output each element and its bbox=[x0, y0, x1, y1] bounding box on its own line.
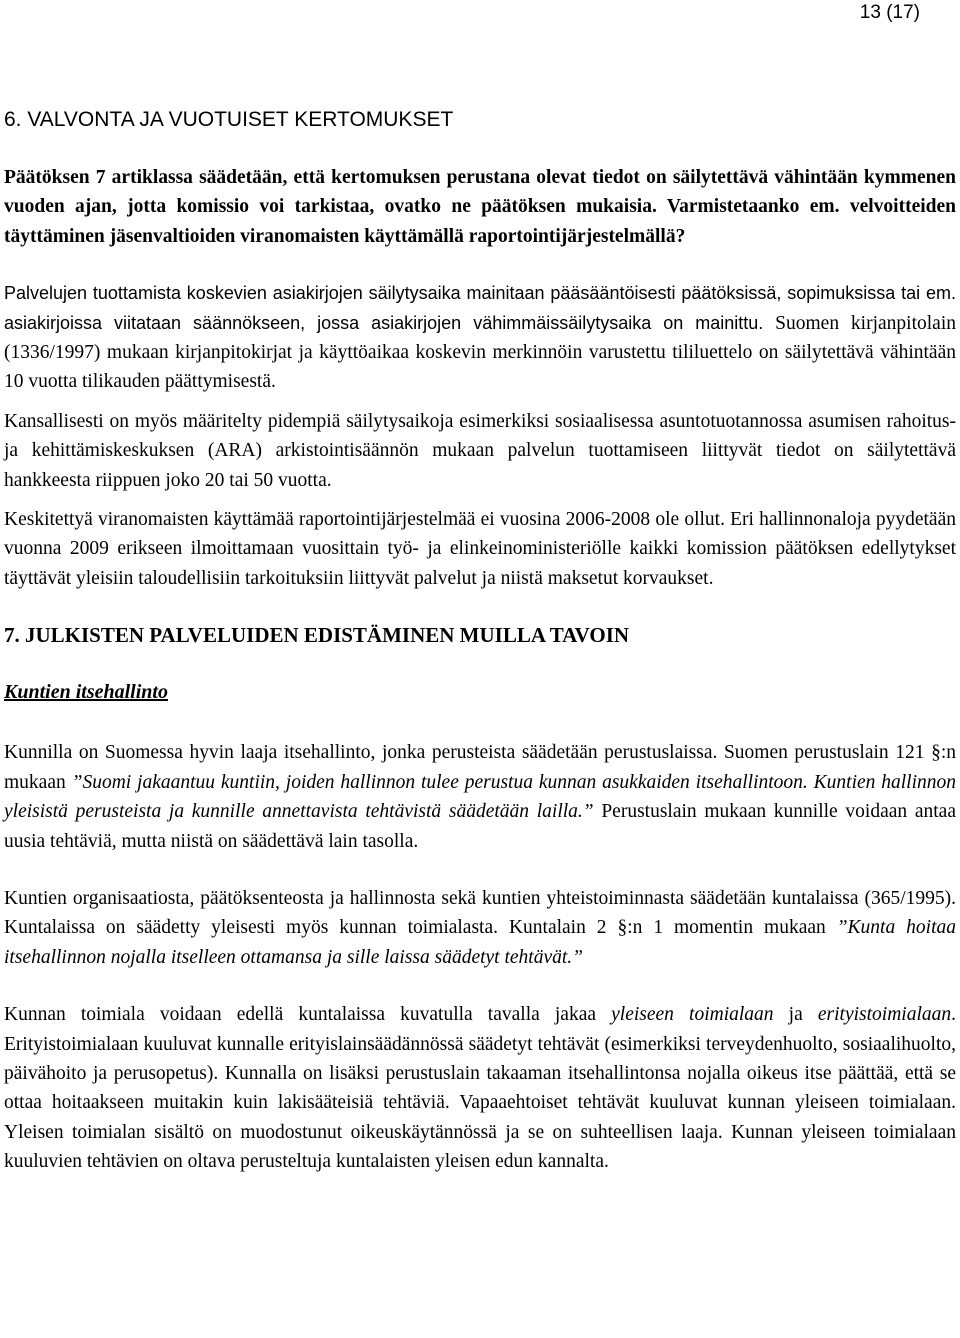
section-7-paragraph-3 bbox=[4, 1000, 956, 1176]
constitution-outro: Perustuslain mukaan kunnille voidaan antaa uusia tehtäviä, mutta niistä on säädettävä lain tasolla. bbox=[4, 801, 956, 852]
toimiala-intro: Kunnan toimiala voidaan edellä kuntalaissa kuvatulla tavalla jakaa bbox=[4, 1004, 612, 1026]
section-6-heading: 6. VALVONTA JA VUOTUISET KERTOMUKSET bbox=[4, 108, 454, 131]
page-number: 13 (17) bbox=[859, 2, 920, 23]
toimiala-body: . Erityistoimialaan kuuluvat kunnalle erityislainsäädännössä säädetyt tehtävät (esimerkiksi terveydenhuolto, sosiaalihuolto, päivähoito ja perusopetus). Kunnalla on lisäksi perustuslain takaaman itsehallintonsa nojalla oikeus itse päättää, että se ottaa hoitaakseen muitakin kuin lakisääteisiä tehtäviä. Vapaaehtoiset tehtävät kuuluvat kunnan yleiseen toimialaan. Yleisen toimialan sisältö on muodostunut oikeuskäytännössä ja se on suhteellisen laaja. Kunnan yleiseen toimialaan kuuluvien tehtävien on oltava perusteltuja kuntalaisten yleisen edun kannalta. bbox=[4, 1004, 956, 1173]
section-6-paragraph-2: Kansallisesti on myös määritelty pidempiä säilytysaikoja esimerkiksi sosiaalisessa asuntotuotannossa asumisen rahoitus- ja kehittämiskeskuksen (ARA) arkistointisäännön mukaan palvelun tuottamiseen liittyvät tiedot on säilytettävä hankkeesta riippuen joko 20 tai 50 vuotta. bbox=[4, 410, 956, 491]
municipal-act-intro: Kuntien organisaatiosta, päätöksenteosta ja hallinnosta sekä kuntien yhteistoiminnasta säädetään kuntalaissa (365/1995). Kuntalaissa on säädetty yleisesti myös kunnan toimialasta. Kuntalain 2 §:n 1 momentin mukaan bbox=[4, 887, 956, 939]
constitution-intro: Kunnilla on Suomessa hyvin laaja itsehallinto, jonka perusteista säädetään perustuslaissa. Suomen perustuslain 121 §:n mukaan bbox=[4, 742, 956, 793]
municipal-act-quote: ”Kunta hoitaa itsehallinnon nojalla itselleen ottamansa ja sille laissa säädetyt tehtävät.” bbox=[4, 917, 956, 968]
section-7-paragraph-2 bbox=[4, 884, 956, 972]
section-6-paragraph-3: Keskitettyä viranomaisten käyttämää raportointijärjestelmää ei vuosina 2006-2008 ole ollut. Eri hallinnonaloja pyydetään vuonna 2009 erikseen ilmoittamaan vuosittain työ- ja elinkeinoministeriölle kaikki komission päätöksen edellytykset täyttävät yleisiin taloudellisiin tarkoituksiin liittyvät palvelut ja niistä maksetut korvaukset. bbox=[4, 509, 956, 589]
section-7-heading: 7. JULKISTEN PALVELUIDEN EDISTÄMINEN MUILLA TAVOIN bbox=[4, 623, 630, 648]
section-7-paragraph-1 bbox=[4, 738, 956, 856]
section-6-intro-question: Päätöksen 7 artiklassa säädetään, että kertomuksen perustana olevat tiedot on säilytettävä vähintään kymmenen vuoden ajan, jotta komissio voi tarkistaa, ovatko ne päätöksen mukaisia. Varmistetaanko em. velvoitteiden täyttäminen jäsenvaltioiden viranomaisten käyttämällä raportointijärjestelmällä? bbox=[4, 167, 956, 247]
section-6-paragraph-1 bbox=[4, 279, 956, 397]
term-erityistoimiala: erityistoimialaan bbox=[817, 1004, 952, 1026]
document-body bbox=[4, 106, 956, 1177]
subheading-kuntien-itsehallinto: Kuntien itsehallinto bbox=[4, 681, 168, 704]
toimiala-and: ja bbox=[773, 1004, 818, 1026]
constitution-quote: ”Suomi jakaantuu kuntiin, joiden hallinnon tulee perustua kunnan asukkaiden itsehallintoon. Kuntien hallinnon yleisistä perusteista ja kunnille annettavista tehtävistä säädetään lailla.” bbox=[4, 771, 956, 823]
term-yleinen-toimiala: yleiseen toimialaan bbox=[611, 1004, 774, 1026]
retention-period-text: Palvelujen tuottamista koskevien asiakirjojen säilytysaika mainitaan pääsääntöisesti päätöksissä, sopimuksissa tai em. asiakirjoissa viitataan säännökseen, jossa asiakirjojen vähimmäissäilytysaika on mainittu. bbox=[4, 283, 956, 333]
accounting-act-text: Suomen kirjanpitolain (1336/1997) mukaan kirjanpitokirjat ja käyttöaikaa koskevin merkinnöin varustettu tililuettelo on säilytettävä vähintään 10 vuotta tilikauden päättymisestä. bbox=[4, 312, 956, 393]
